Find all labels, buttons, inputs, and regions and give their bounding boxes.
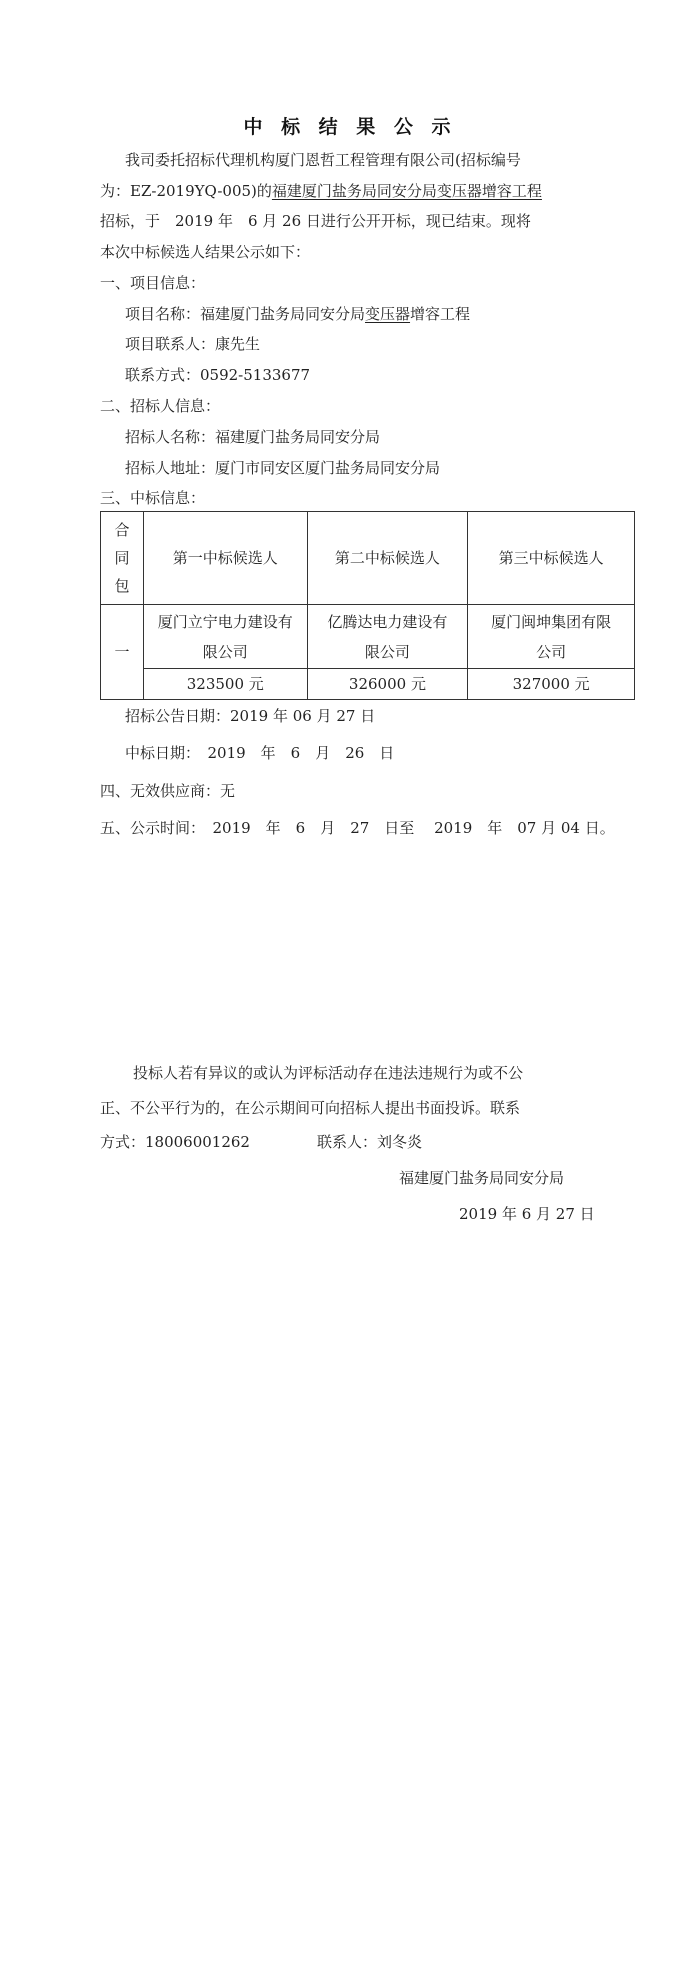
invalid-suppliers: 四、无效供应商：无 (100, 782, 236, 800)
section-heading-award: 三、中标信息： (100, 489, 206, 507)
section-heading-project: 一、项目信息： (100, 274, 206, 292)
table-header-row (101, 512, 635, 605)
page-title: 中 标 结 果 公 示 (243, 116, 457, 138)
announce-date: 招标公告日期：2019 年 06 月 27 日 (125, 707, 376, 725)
candidate-2-price: 326000 元 (307, 669, 468, 700)
footer-organization: 福建厦门盐务局同安分局 (399, 1169, 565, 1187)
project-title-underlined: 福建厦门盐务局同安分局变压器增容工程 (271, 182, 542, 200)
package-header-cell: 合 同 包 (101, 512, 144, 605)
header-third-candidate: 第三中标候选人 (468, 512, 635, 605)
footer-line-2: 正、不公平行为的，在公示期间可向招标人提出书面投诉。联系 (100, 1099, 521, 1117)
project-name-suffix: 增容工程 (410, 305, 471, 323)
tenderer-name: 招标人名称：福建厦门盐务局同安分局 (125, 428, 381, 446)
footer-date: 2019 年 6 月 27 日 (459, 1205, 595, 1223)
footer-contact-person: 联系人：刘冬炎 (317, 1133, 423, 1151)
footer-contact-phone: 方式：18006001262 (100, 1133, 250, 1151)
tenderer-address: 招标人地址：厦门市同安区厦门盐务局同安分局 (125, 459, 441, 477)
header-first-candidate: 第一中标候选人 (143, 512, 307, 605)
project-name-underlined: 变压器 (365, 305, 411, 323)
table-row-prices (101, 669, 635, 700)
package-number: 一 (101, 605, 144, 700)
award-table (100, 511, 635, 700)
header-second-candidate: 第二中标候选人 (307, 512, 468, 605)
candidate-3-name: 厦门闽坤集团有限 公司 (468, 605, 635, 669)
footer-line-1: 投标人若有异议的或认为评标活动存在违法违规行为或不公 (133, 1064, 524, 1082)
project-name-prefix: 项目名称：福建厦门盐务局同安分局 (125, 305, 366, 323)
intro-line-2 (100, 181, 542, 201)
candidate-1-name: 厦门立宁电力建设有 限公司 (143, 605, 307, 669)
project-name (125, 304, 470, 324)
intro-line-4: 本次中标候选人结果公示如下： (100, 243, 311, 261)
section-heading-tenderer: 二、招标人信息： (100, 397, 221, 415)
project-contact-phone: 联系方式：0592-5133677 (125, 366, 311, 384)
intro-line-3: 招标，于 2019 年 6 月 26 日进行公开开标，现已结束。现将 (100, 212, 531, 230)
award-date: 中标日期： 2019 年 6 月 26 日 (125, 744, 395, 762)
candidate-1-price: 323500 元 (143, 669, 307, 700)
tender-code: 为：EZ-2019YQ-005)的 (100, 182, 272, 200)
publicity-period: 五、公示时间： 2019 年 6 月 27 日至 2019 年 07 月 04 日。 (100, 819, 615, 837)
candidate-3-price: 327000 元 (468, 669, 635, 700)
candidate-2-name: 亿腾达电力建设有 限公司 (307, 605, 468, 669)
intro-line-1: 我司委托招标代理机构厦门恩哲工程管理有限公司(招标编号 (125, 151, 521, 169)
table-row-candidates (101, 605, 635, 669)
project-contact-person: 项目联系人：康先生 (125, 335, 261, 353)
